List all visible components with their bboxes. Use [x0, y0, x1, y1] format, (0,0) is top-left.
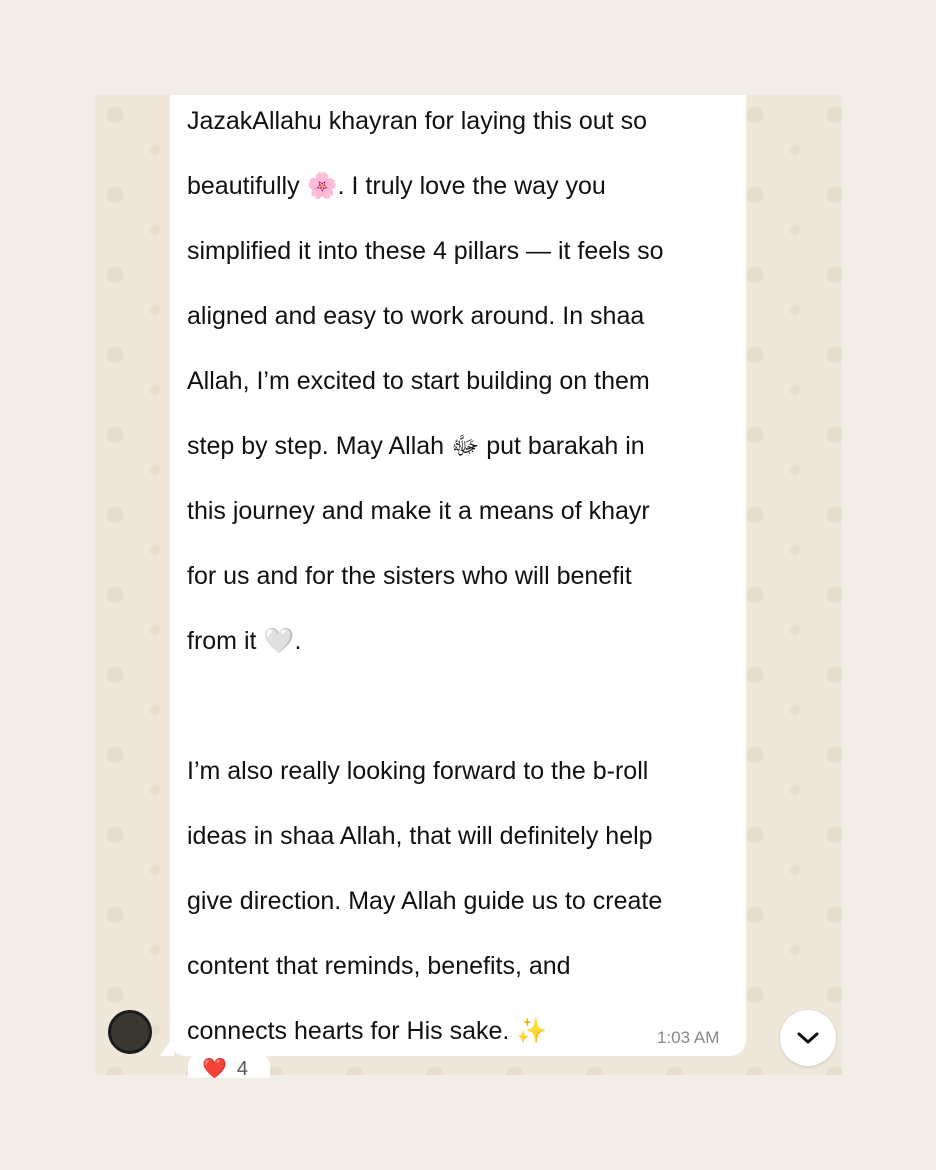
message-line: aligned and easy to work around. In shaa [187, 302, 645, 330]
message-line: ideas in shaa Allah, that will definitely help [187, 822, 653, 850]
heart-icon: ❤️ [202, 1058, 227, 1078]
scroll-to-bottom-button[interactable] [780, 1010, 836, 1066]
avatar[interactable] [108, 1010, 152, 1054]
reaction-count: 4 [236, 1058, 249, 1078]
reaction-badge[interactable] [188, 1052, 270, 1078]
message-line: from it 🤍. [187, 627, 302, 655]
message-text [187, 89, 737, 1064]
message-line: Allah, I’m excited to start building on them [187, 367, 650, 395]
message-line: give direction. May Allah guide us to create [187, 887, 663, 915]
message-line: connects hearts for His sake. ✨ [187, 1017, 548, 1045]
chevron-down-icon [796, 1030, 820, 1046]
message-line [187, 674, 737, 739]
message-line: this journey and make it a means of khayr [187, 497, 650, 525]
message-line: I’m also really looking forward to the b-roll [187, 757, 649, 785]
message-line: step by step. May Allah ﷻ put barakah in [187, 432, 645, 460]
message-line: beautifully 🌸. I truly love the way you [187, 172, 606, 200]
message-line: simplified it into these 4 pillars — it feels so [187, 237, 664, 265]
message-line: content that reminds, benefits, and [187, 952, 571, 980]
message-line: for us and for the sisters who will benefit [187, 562, 632, 590]
message-timestamp: 1:03 AM [657, 1028, 720, 1047]
bubble-tail [160, 1036, 174, 1056]
message-line: JazakAllahu khayran for laying this out so [187, 107, 647, 135]
